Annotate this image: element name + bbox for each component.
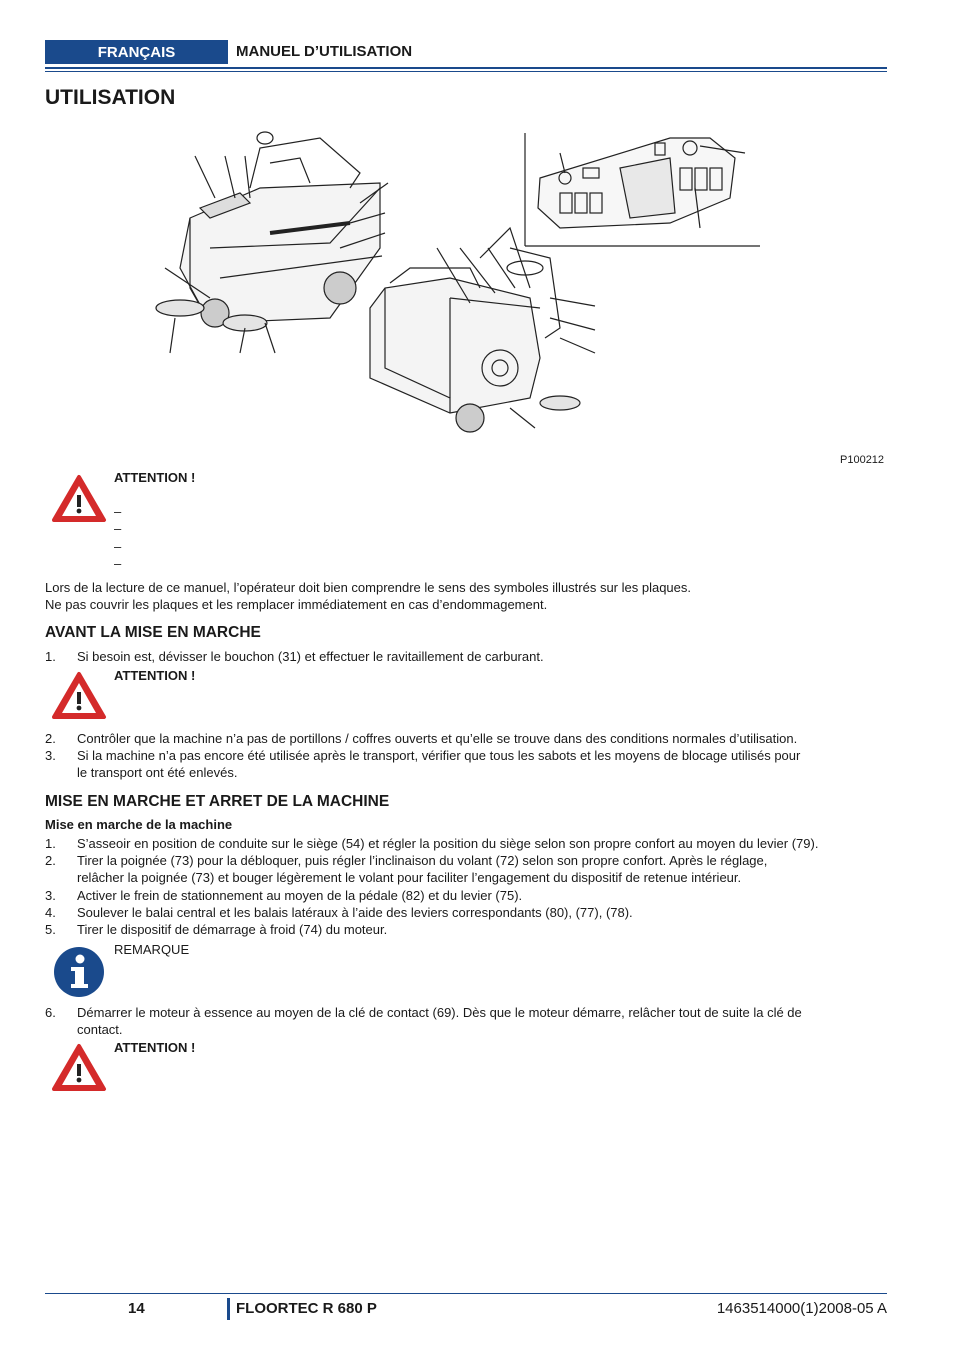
footer-divider — [227, 1298, 230, 1320]
page-number: 14 — [128, 1300, 145, 1317]
list-number: 5. — [45, 922, 56, 937]
list-item: Démarrer le moteur à essence au moyen de la clé de contact (69). Dès que le moteur démarre, relâcher tout de suite la clé de — [77, 1005, 802, 1020]
figure-caption: P100212 — [840, 454, 885, 466]
section-title: UTILISATION — [45, 86, 176, 109]
list-item: Activer le frein de stationnement au moyen de la pédale (82) et du levier (75). — [77, 888, 523, 903]
list-item: Tirer le dispositif de démarrage à froid (74) du moteur. — [77, 922, 388, 937]
subsection-heading: Mise en marche de la machine — [45, 817, 233, 832]
warning-label: ATTENTION ! — [114, 1040, 196, 1055]
dash-item: – — [114, 539, 122, 554]
intro-line: Ne pas couvrir les plaques et les remplacer immédiatement en cas d’endommagement. — [45, 597, 548, 612]
list-number: 2. — [45, 731, 56, 746]
list-item-cont: relâcher la poignée (73) et bouger légèrement le volant pour faciliter l’engagement du dispositif de retenue intérieur. — [77, 870, 742, 885]
list-item: Tirer la poignée (73) pour la débloquer, puis régler l’inclinaison du volant (72) selon son propre confort. Après le réglage, — [77, 853, 768, 868]
intro-line: Lors de la lecture de ce manuel, l’opérateur doit bien comprendre le sens des symboles illustrés sur les plaques. — [45, 580, 692, 595]
list-item: Si la machine n’a pas encore été utilisée après le transport, vérifier que tous les sabots et les moyens de blocage utilisés pour — [77, 748, 801, 763]
list-number: 3. — [45, 888, 56, 903]
list-item: S’asseoir en position de conduite sur le siège (54) et régler la position du siège selon son propre confort au moyen du levier (79). — [77, 836, 819, 851]
list-item: Soulever le balai central et les balais latéraux à l’aide des leviers correspondants (80), (77), (78). — [77, 905, 633, 920]
warning-triangle-icon — [51, 474, 107, 524]
header-rule — [45, 67, 887, 69]
note-label: REMARQUE — [114, 942, 190, 957]
model-name: FLOORTEC R 680 P — [236, 1300, 377, 1317]
list-number: 3. — [45, 748, 56, 763]
list-item: Si besoin est, dévisser le bouchon (31) et effectuer le ravitaillement de carburant. — [77, 649, 544, 664]
warning-label: ATTENTION ! — [114, 470, 196, 485]
list-number: 1. — [45, 836, 56, 851]
list-number: 1. — [45, 649, 56, 664]
language-tab: FRANÇAIS — [45, 40, 228, 64]
dash-item: – — [114, 521, 122, 536]
footer-rule — [45, 1293, 887, 1294]
document-reference: 1463514000(1)2008-05 A — [716, 1300, 887, 1317]
section-heading: AVANT LA MISE EN MARCHE — [45, 624, 261, 641]
dash-item: – — [114, 556, 122, 571]
warning-label: ATTENTION ! — [114, 668, 196, 683]
dash-item: – — [114, 504, 122, 519]
warning-triangle-icon — [51, 1043, 107, 1093]
list-number: 2. — [45, 853, 56, 868]
warning-triangle-icon — [51, 671, 107, 721]
list-number: 4. — [45, 905, 56, 920]
list-item-cont: le transport ont été enlevés. — [77, 765, 238, 780]
machine-illustration — [150, 128, 770, 448]
list-item-cont: contact. — [77, 1022, 123, 1037]
section-heading: MISE EN MARCHE ET ARRET DE LA MACHINE — [45, 793, 390, 810]
list-item: Contrôler que la machine n’a pas de portillons / coffres ouverts et qu’elle se trouve dans des conditions normales d’utilisation. — [77, 731, 798, 746]
list-number: 6. — [45, 1005, 56, 1020]
manual-title: MANUEL D’UTILISATION — [236, 43, 413, 60]
info-icon — [53, 946, 105, 998]
header-rule-thin — [45, 71, 887, 72]
